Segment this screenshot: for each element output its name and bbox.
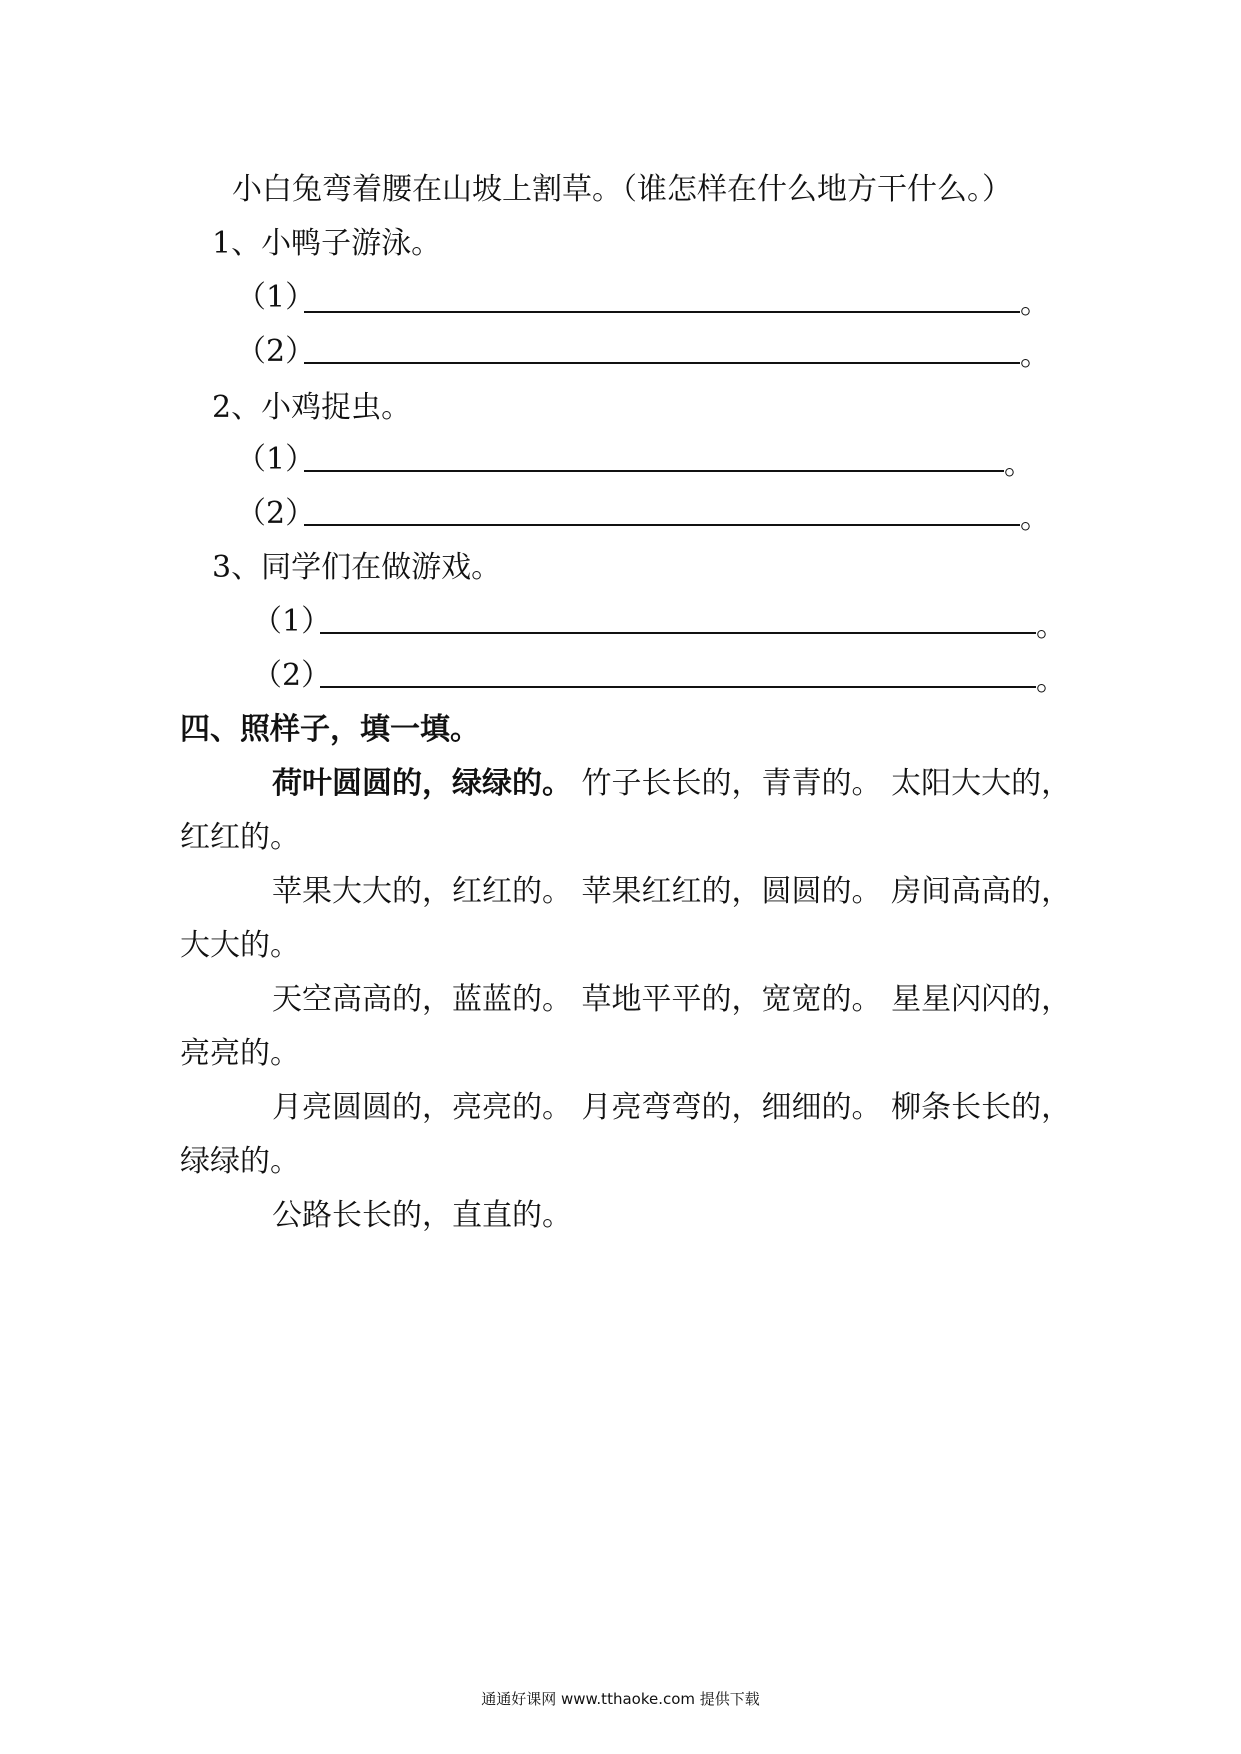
section-4-para-2: 苹果大大的，红红的。 苹果红红的，圆圆的。 房间高高的， — [272, 874, 1072, 909]
question-3-blank-2-label: （2） — [252, 658, 332, 693]
question-3-answer-line-1[interactable] — [320, 632, 1036, 634]
section-4-para-1-cont: 红红的。 — [180, 820, 300, 855]
section-4-heading: 四、照样子，填一填。 — [180, 712, 480, 747]
section-4-para-5: 公路长长的，直直的。 — [272, 1198, 572, 1233]
question-3-title: 3、同学们在做游戏。 — [212, 550, 502, 585]
example-sentence: 小白兔弯着腰在山坡上割草。（谁怎样在什么地方干什么。） — [232, 172, 1012, 207]
section-4-para-3: 天空高高的，蓝蓝的。 草地平平的，宽宽的。 星星闪闪的， — [272, 982, 1072, 1017]
question-1-blank-1-end: 。 — [1020, 286, 1050, 321]
question-3-blank-1-end: 。 — [1036, 609, 1066, 644]
question-2-answer-line-2[interactable] — [304, 524, 1020, 526]
question-1-answer-line-2[interactable] — [304, 362, 1020, 364]
question-2-blank-1-label: （1） — [236, 442, 316, 477]
question-2-answer-line-1[interactable] — [304, 470, 1004, 472]
section-4-para-3-cont: 亮亮的。 — [180, 1036, 300, 1071]
section-4-para-4: 月亮圆圆的，亮亮的。 月亮弯弯的，细细的。 柳条长长的， — [272, 1090, 1072, 1125]
question-1-blank-1-label: （1） — [236, 280, 316, 315]
section-4-para-2-cont: 大大的。 — [180, 928, 300, 963]
question-1-title: 1、小鸭子游泳。 — [212, 226, 442, 261]
question-1-answer-line-1[interactable] — [304, 311, 1020, 313]
example-bold: 荷叶圆圆的，绿绿的。 — [272, 766, 572, 801]
question-1-blank-2-label: （2） — [236, 334, 316, 369]
question-2-blank-2-end: 。 — [1020, 501, 1050, 536]
para-1-rest: 竹子长长的，青青的。 太阳大大的， — [581, 766, 1072, 801]
question-3-answer-line-2[interactable] — [320, 686, 1036, 688]
question-2-blank-1-end: 。 — [1004, 447, 1034, 482]
question-3-blank-1-label: （1） — [252, 604, 332, 639]
question-2-blank-2-label: （2） — [236, 496, 316, 531]
question-3-blank-2-end: 。 — [1036, 663, 1066, 698]
footer-credit: 通通好课网 www.tthaoke.com 提供下载 — [481, 1690, 760, 1708]
question-2-title: 2、小鸡捉虫。 — [212, 390, 412, 425]
section-4-para-4-cont: 绿绿的。 — [180, 1144, 300, 1179]
section-4-para-1 — [272, 766, 1071, 802]
question-1-blank-2-end: 。 — [1020, 338, 1050, 373]
